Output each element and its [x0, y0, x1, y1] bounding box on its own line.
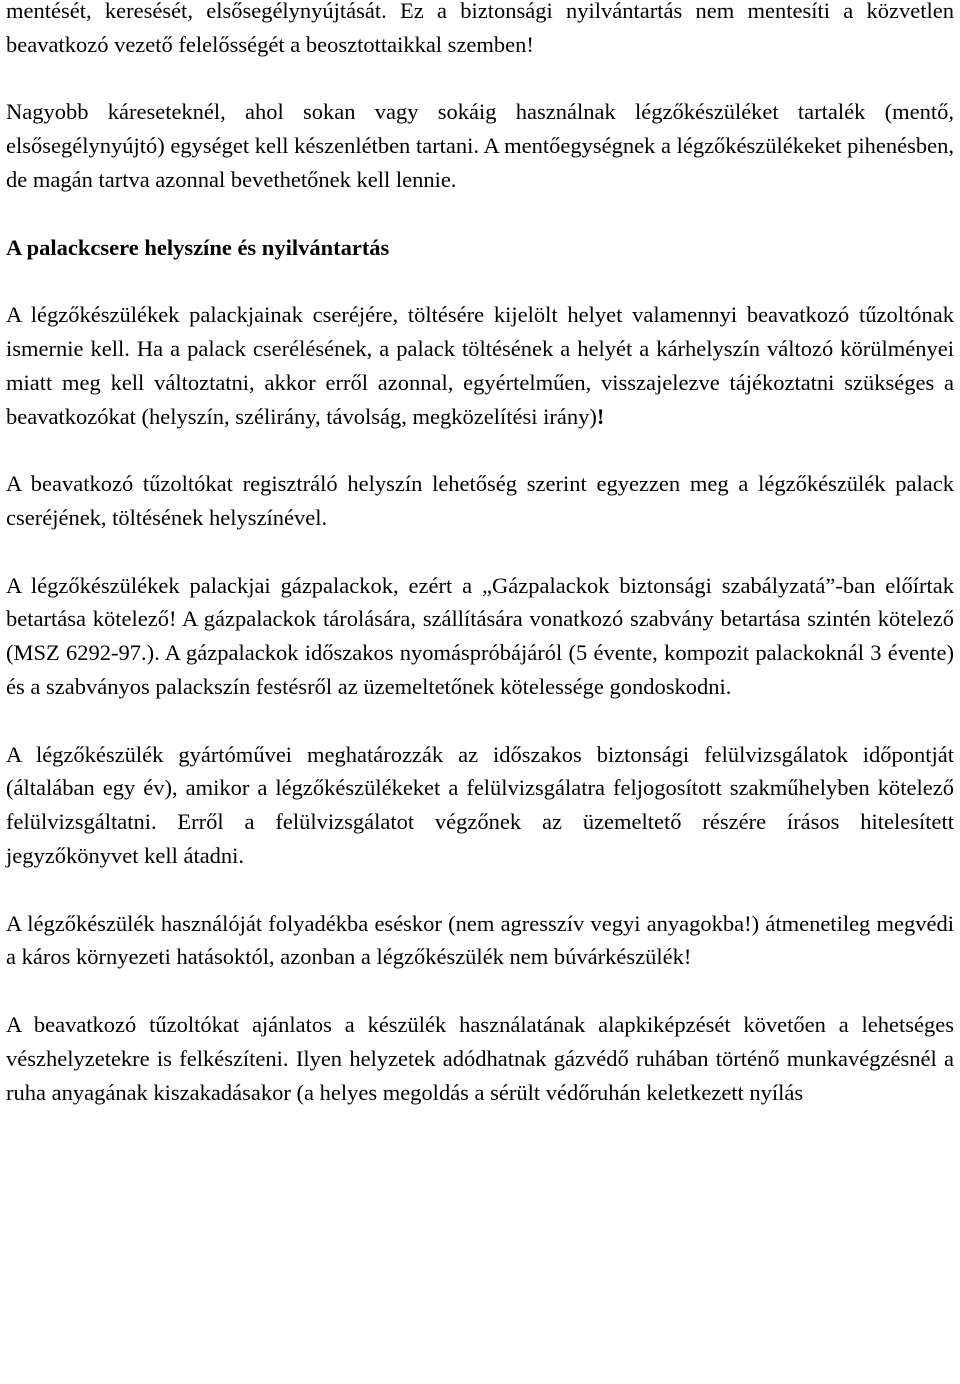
paragraph-text: A légzőkészülékek palackjainak cseréjére, töltésére kijelölt helyet valamennyi beavatkozó tűzoltónak ismernie kell. Ha a palack cserélésének, a palack töltésének a helyét a kárhelyszín változó körülményei miatt meg kell változtatni, akkor erről azonnal, egyértelműen, visszajelezve tájékoztatni szükséges a beavatkozókat (helyszín, szélirány, távolság, megközelítési irány): [6, 302, 954, 429]
paragraph-liquid-immersion: A légzőkészülék használóját folyadékba eséskor (nem agresszív vegyi anyagokba!) átmenetileg megvédi a káros környezeti hatásoktól, azonban a légzőkészülék nem búvárkészülék!: [6, 910, 954, 970]
paragraph-cylinder-exchange-location: [6, 298, 954, 433]
paragraph-gas-cylinders: A légzőkészülékek palackjai gázpalackok, ezért a „Gázpalackok biztonsági szabályzatá”-ban előírtak betartása kötelező! A gázpalackok tárolására, szállítására vonatkozó szabvány betartása szintén kötelező (MSZ 6292-97.). A gázpalackok időszakos nyomáspróbájáról (5 évente, kompozit palackoknál 3 évente) és a szabványos palackszín festésről az üzemeltetőnek kötelessége gondoskodni.: [6, 572, 954, 699]
paragraph-safety-record: mentését, keresését, elsősegélynyújtását. Ez a biztonsági nyilvántartás nem mentesíti a közvetlen beavatkozó vezető felelősségét a beosztottaikkal szemben!: [6, 0, 954, 57]
paragraph-registration-location: A beavatkozó tűzoltókat regisztráló helyszín lehetőség szerint egyezzen meg a légzőkészülék palack cseréjének, töltésének helyszínével.: [6, 471, 954, 530]
document-page: [6, 0, 954, 1143]
paragraph-emergency-training: A beavatkozó tűzoltókat ajánlatos a készülék használatának alapkiképzését követően a lehetséges vészhelyzetekre is felkészíteni. Ilyen helyzetek adódhatnak gázvédő ruhában történő munkavégzésnél a ruha anyagának kiszakadásakor (a helyes megoldás a sérült védőruhán keletkezett nyílás: [6, 1011, 954, 1105]
section-heading: A palackcsere helyszíne és nyilvántartás: [6, 234, 390, 260]
paragraph-reserve-unit: Nagyobb káreseteknél, ahol sokan vagy sokáig használnak légzőkészüléket tartalék (mentő, elsősegélynyújtó) egységet kell készenlétben tartani. A mentőegységnek a légzőkészülékeket pihenésben, de magán tartva azonnal bevethetőnek kell lennie.: [6, 99, 954, 192]
paragraph-periodic-inspection: A légzőkészülék gyártóművei meghatározzák az időszakos biztonsági felülvizsgálatok időpontját (általában egy év), amikor a légzőkészülékeket a felülvizsgálatra feljogosított szakműhelyben kötelező felülvizsgáltatni. Erről a felülvizsgálatot végzőnek az üzemeltető részére írásos hitelesített jegyzőkönyvet kell átadni.: [6, 741, 954, 868]
exclamation-bold: !: [596, 403, 605, 429]
